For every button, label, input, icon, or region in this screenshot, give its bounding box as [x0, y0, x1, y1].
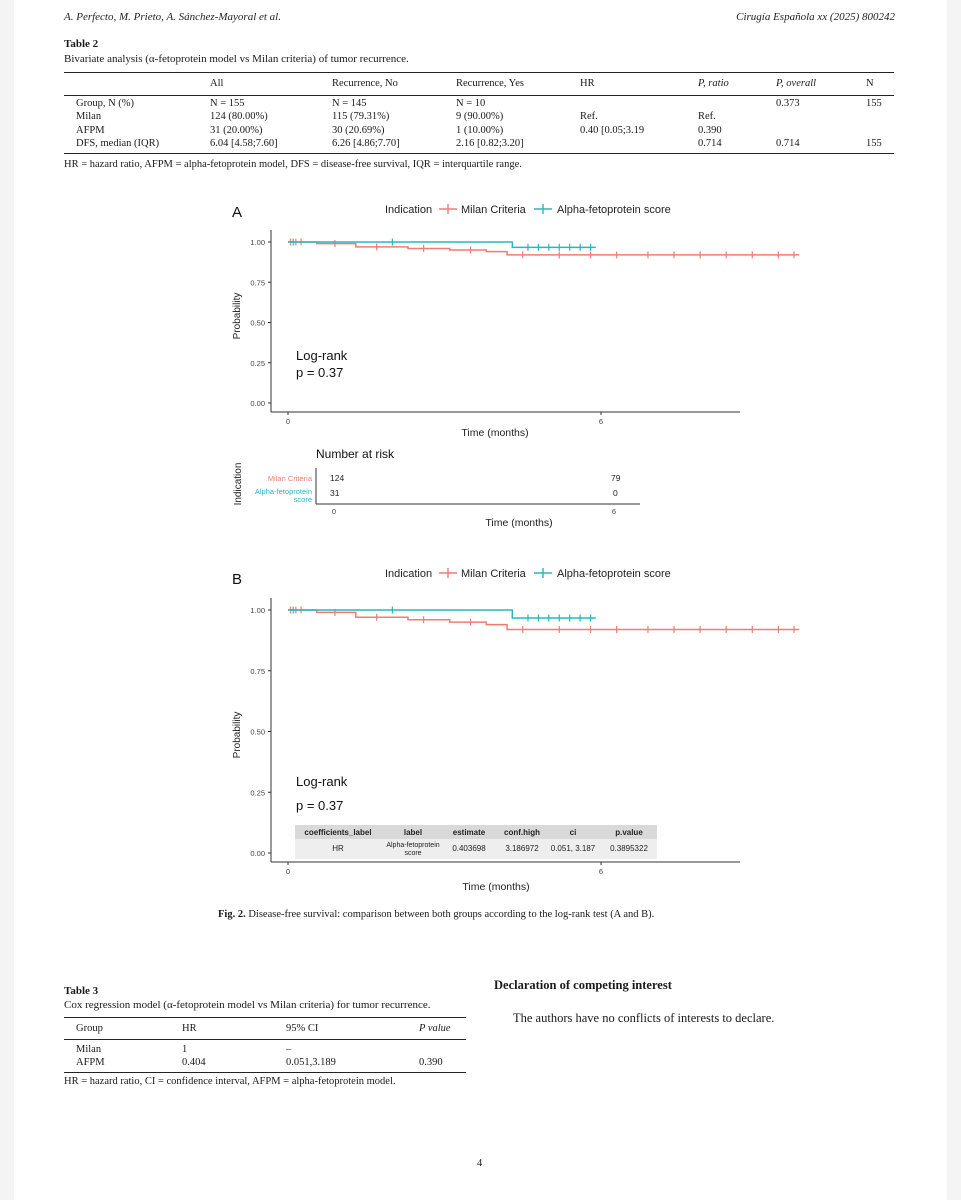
coef-header: p.value [615, 828, 643, 837]
legend-label-milan: Milan Criteria [461, 568, 526, 580]
y-ticks [250, 238, 271, 408]
table3-col-hr: HR [182, 1023, 197, 1034]
risk-table-title: Number at risk [316, 447, 395, 461]
table3-footnote: HR = hazard ratio, CI = confidence interval, AFPM = alpha-fetoprotein model. [64, 1076, 396, 1087]
table-cell: N = 145 [332, 97, 367, 109]
legend-label-milan: Milan Criteria [461, 204, 526, 216]
figure-caption-label: Fig. 2. [218, 909, 246, 920]
y-tick-label: 0.00 [250, 849, 265, 858]
table-cell: 155 [866, 97, 882, 109]
y-tick-label: 0.75 [250, 278, 265, 288]
table-cell: 124 (80.00%) [210, 111, 268, 122]
table3-top-rule [64, 1017, 466, 1018]
table-cell: 0.40 [0.05;3.19 [580, 124, 645, 136]
milan-survival-curve [288, 610, 799, 629]
coef-cell: 0.3895322 [610, 844, 648, 853]
coef-header: estimate [452, 828, 486, 837]
table-cell: DFS, median (IQR) [76, 138, 160, 149]
panel-a-plot [232, 230, 799, 439]
x-axis-label: Time (months) [461, 427, 529, 439]
table2-label: Table 2 [64, 38, 99, 50]
x-tick-label: 6 [598, 417, 604, 426]
coef-cell: 3.186972 [505, 844, 539, 853]
y-tick-label: 0.25 [250, 788, 265, 798]
table-cell: 115 (79.31%) [332, 111, 390, 122]
coef-header: conf.high [504, 828, 540, 837]
y-ticks [250, 606, 271, 858]
table-cell: 2.16 [0.82;3.20] [456, 138, 524, 149]
declaration-heading: Declaration of competing interest [494, 978, 672, 992]
running-header-journal: Cirugía Española xx (2025) 800242 [736, 11, 895, 23]
panel-a-legend [385, 204, 671, 216]
table3-label: Table 3 [64, 985, 99, 997]
table-cell: 30 (20.69%) [332, 124, 385, 136]
table-cell: 0.373 [776, 97, 800, 109]
table3-header-rule [64, 1039, 466, 1040]
logrank-pvalue: p = 0.37 [296, 798, 344, 813]
x-tick-label: 0 [285, 417, 291, 426]
table2-col-n: N [866, 78, 874, 89]
coef-table [295, 825, 657, 859]
table-cell: Group, N (%) [76, 97, 135, 109]
table3-bottom-rule [64, 1072, 466, 1073]
survival-curves [288, 239, 799, 259]
y-tick-label: 0.50 [250, 318, 265, 328]
risk-value: 79 [611, 473, 621, 483]
figure-caption [218, 909, 654, 920]
table2-col-rec-no: Recurrence, No [332, 78, 398, 89]
x-axis-label: Time (months) [462, 881, 530, 893]
table-cell: AFPM [76, 1057, 105, 1068]
table2-col-rec-yes: Recurrence, Yes [456, 78, 524, 89]
logrank-label: Log-rank [296, 348, 348, 363]
coef-cell: Alpha-fetoprotein [386, 842, 440, 849]
table3-col-p: P value [419, 1023, 451, 1034]
table3-caption: Cox regression model (α-fetoprotein model vs Milan criteria) for tumor recurrence. [64, 999, 431, 1011]
table-cell: Milan [76, 1044, 102, 1055]
table2-footnote: HR = hazard ratio, AFPM = alpha-fetoprotein model, DFS = disease-free survival, IQR = interquartile range. [64, 159, 522, 170]
coef-header: coefficients_label [304, 828, 372, 837]
risk-value: 0 [613, 488, 618, 498]
risk-value: 31 [330, 488, 340, 498]
panel-b-legend [385, 568, 671, 580]
coef-cell: HR [332, 844, 344, 853]
x-tick-label: 6 [598, 867, 604, 876]
table2-col-p-ratio: P, ratio [698, 78, 729, 89]
table-cell: – [286, 1044, 292, 1055]
legend-label-afp: Alpha-fetoprotein score [557, 204, 671, 216]
table-cell: 0.390 [698, 124, 722, 136]
table-cell: 0.714 [698, 138, 722, 149]
table-cell: 0.051,3.189 [286, 1057, 336, 1068]
table2-col-p-overall: P, overall [776, 78, 817, 89]
milan-survival-curve [288, 242, 799, 255]
coef-cell: 0.403698 [452, 844, 486, 853]
table-cell: N = 10 [456, 97, 486, 109]
risk-x-tick-label: 6 [611, 507, 617, 516]
legend-title: Indication [385, 568, 433, 580]
panel-b-label: B [232, 571, 243, 588]
risk-row-label-milan: Milan Criteria [267, 474, 312, 483]
afp-survival-curve [288, 242, 596, 247]
logrank-pvalue: p = 0.37 [296, 365, 344, 380]
risk-row-label-afp-2: score [293, 495, 312, 504]
table-cell: 1 (10.00%) [456, 124, 504, 136]
risk-row-label-afp: Alpha-fetoprotein [254, 487, 312, 496]
table-cell: 1 [182, 1044, 188, 1055]
afp-survival-curve [288, 610, 596, 618]
y-tick-label: 0.00 [250, 399, 265, 408]
y-tick-label: 1.00 [250, 238, 265, 247]
table2-col-hr: HR [580, 78, 595, 89]
y-axis-label: Probability [232, 292, 243, 340]
legend-title: Indication [385, 204, 433, 216]
y-tick-label: 0.75 [250, 666, 265, 676]
logrank-label: Log-rank [296, 774, 348, 789]
table-cell: 0.404 [182, 1057, 206, 1068]
table-cell: 31 (20.00%) [210, 124, 263, 136]
table-cell: Ref. [698, 111, 716, 122]
table-cell: 0.390 [419, 1057, 443, 1068]
declaration-text: The authors have no conflicts of interests to declare. [513, 1011, 775, 1025]
table2-caption: Bivariate analysis (α-fetoprotein model vs Milan criteria) of tumor recurrence. [64, 53, 409, 65]
risk-y-label: Indication [233, 462, 244, 506]
table-cell: 9 (90.00%) [456, 111, 504, 122]
table-cell: 6.04 [4.58;7.60] [210, 138, 278, 149]
coef-header: label [403, 828, 423, 837]
figure-caption-text: Disease-free survival: comparison between both groups according to the log-rank test (A and B). [248, 909, 655, 920]
legend-label-afp: Alpha-fetoprotein score [557, 568, 671, 580]
table-cell: 6.26 [4.86;7.70] [332, 138, 400, 149]
table3-col-ci: 95% CI [286, 1023, 319, 1034]
x-ticks [286, 412, 603, 426]
table3-col-group: Group [76, 1023, 103, 1034]
y-tick-label: 0.25 [250, 358, 265, 368]
page-number: 4 [477, 1158, 483, 1169]
table-cell: 155 [866, 138, 882, 149]
y-axis-label: Probability [232, 711, 243, 759]
risk-value: 124 [330, 473, 345, 483]
panel-a-label: A [232, 204, 243, 221]
survival-curves [288, 607, 799, 633]
x-tick-label: 0 [285, 867, 291, 876]
y-tick-label: 0.50 [250, 727, 265, 737]
coef-cell: 0.051, 3.187 [550, 844, 596, 853]
risk-x-tick-label: 0 [331, 507, 337, 516]
x-ticks [286, 862, 603, 876]
table-cell: Milan [76, 111, 102, 122]
table-cell: 0.714 [776, 138, 800, 149]
table-cell: N = 155 [210, 97, 245, 109]
risk-x-axis-label: Time (months) [485, 517, 553, 529]
y-tick-label: 1.00 [250, 606, 265, 615]
coef-header: ci [569, 828, 577, 837]
risk-table-a [233, 447, 640, 529]
coef-cell: score [404, 850, 422, 857]
table-cell: Ref. [580, 111, 598, 122]
running-header-authors: A. Perfecto, M. Prieto, A. Sánchez-Mayoral et al. [64, 11, 281, 23]
table-cell: AFPM [76, 124, 105, 136]
table2-col-all: All [210, 78, 224, 89]
